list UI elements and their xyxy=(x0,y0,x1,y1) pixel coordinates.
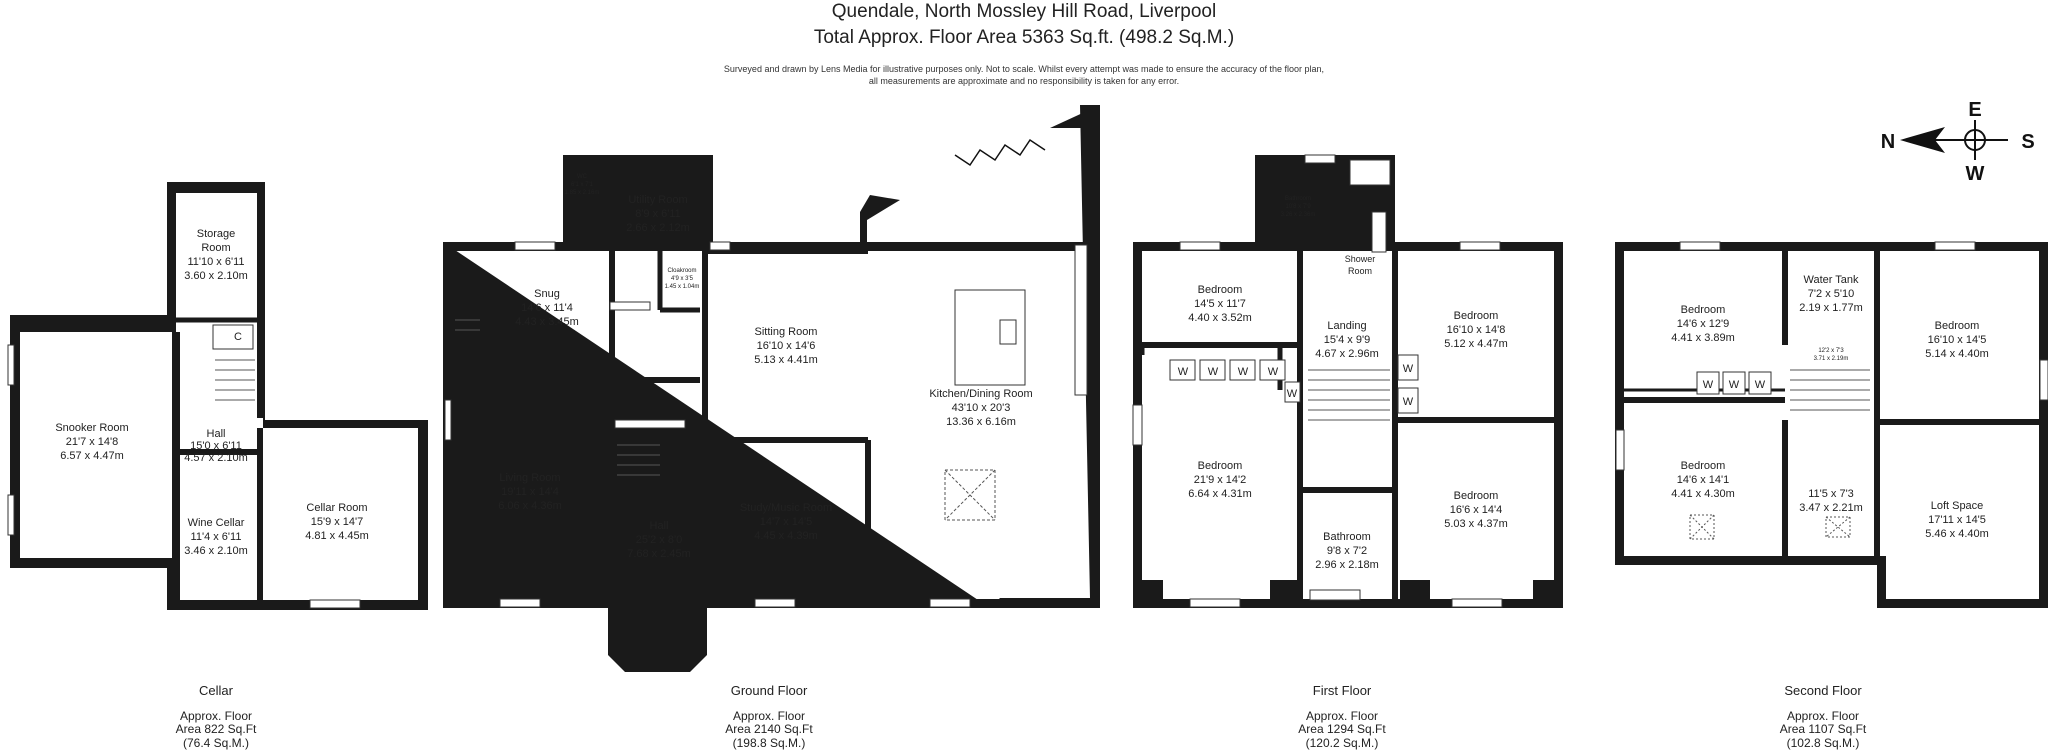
first-bedroom-2-metric: 5.12 x 4.47m xyxy=(1444,338,1508,350)
floor-captions xyxy=(176,683,1867,750)
water-tank-label: Water Tank xyxy=(1803,274,1859,286)
cellar-room-imperial: 15'9 x 14'7 xyxy=(310,516,364,528)
disclaimer-line-2: all measurements are approximate and no responsibility is taken for any error. xyxy=(868,76,1180,86)
second-floor-area-line-1: Approx. Floor xyxy=(1786,709,1860,723)
cellar-hall-metric: 4.57 x 2.10m xyxy=(184,452,248,464)
second-floor-wardrobes xyxy=(1697,372,1771,394)
kitchen-dining-metric: 13.36 x 6.16m xyxy=(946,416,1016,428)
snug-imperial: 14'6 x 11'4 xyxy=(521,302,573,314)
wardrobe-1-label: W xyxy=(1177,366,1189,378)
cupboard-label: C xyxy=(234,331,242,343)
cellar-plan xyxy=(8,182,428,610)
wine-cellar-imperial: 11'4 x 6'11 xyxy=(190,531,242,543)
second-bedroom-2-label: Bedroom xyxy=(1934,320,1980,332)
first-bedroom-4-metric: 5.03 x 4.37m xyxy=(1444,518,1508,530)
second-bedroom-1-imperial: 14'6 x 12'9 xyxy=(1676,318,1730,330)
hall-label: Hall xyxy=(649,520,669,532)
bathroom-2-metric: 2.96 x 2.18m xyxy=(1315,559,1379,571)
second-small-room-metric: 3.47 x 2.21m xyxy=(1799,502,1863,514)
cellar-title: Cellar xyxy=(199,683,233,698)
bathroom-2-imperial: 9'8 x 7'2 xyxy=(1326,545,1368,557)
first-bedroom-2-imperial: 16'10 x 14'8 xyxy=(1446,324,1506,336)
hall-imperial: 25'2 x 8'0 xyxy=(635,534,683,546)
utility-room-imperial: 8'9 x 6'11 xyxy=(635,208,681,220)
second-bedroom-3-label: Bedroom xyxy=(1680,460,1726,472)
cloakroom-metric: 1.45 x 1.04m xyxy=(664,284,700,290)
first-bedroom-4-imperial: 16'6 x 14'4 xyxy=(1449,504,1503,516)
sitting-room-label: Sitting Room xyxy=(754,326,818,338)
first-bedroom-4-label: Bedroom xyxy=(1453,490,1499,502)
utility-room-metric: 2.66 x 2.12m xyxy=(626,222,690,234)
sitting-room-imperial: 16'10 x 14'6 xyxy=(756,340,816,352)
cloakroom-imperial: 4'9 x 3'5 xyxy=(671,276,693,282)
snug-metric: 4.43 x 3.45m xyxy=(515,316,579,328)
second-floor-area-line-2: Area 1107 Sq.Ft xyxy=(1779,722,1867,736)
cellar-room-metric: 4.81 x 4.45m xyxy=(305,530,369,542)
loft-space-label: Loft Space xyxy=(1930,500,1984,512)
second-landing-imperial: 12'2 x 7'3 xyxy=(1818,348,1844,354)
bathroom-1-imperial: 10'8 x 7'9 xyxy=(1285,204,1311,210)
second-floor-plan xyxy=(1615,242,2048,608)
storage-room-label-2: Room xyxy=(201,242,231,254)
wine-cellar-label: Wine Cellar xyxy=(187,517,245,529)
shower-room-label-2: Room xyxy=(1347,266,1373,276)
water-tank-metric: 2.19 x 1.77m xyxy=(1799,302,1863,314)
second-landing-metric: 3.71 x 2.19m xyxy=(1813,356,1849,362)
first-floor-title: First Floor xyxy=(1312,683,1372,698)
landing-metric: 4.67 x 2.96m xyxy=(1315,348,1379,360)
first-floor-area-line-3: (120.2 Sq.M.) xyxy=(1305,736,1379,750)
compass-e: E xyxy=(1968,99,1982,121)
storage-room-imperial: 11'10 x 6'11 xyxy=(187,256,245,268)
loft-space-metric: 5.46 x 4.40m xyxy=(1925,528,1989,540)
wardrobe-6-label: W xyxy=(1402,363,1414,375)
first-bedroom-1-imperial: 14'5 x 11'7 xyxy=(1194,298,1246,310)
cellar-hall-imperial: 15'0 x 6'11 xyxy=(190,440,242,452)
first-bedroom-3-imperial: 21'9 x 14'2 xyxy=(1193,474,1247,486)
second-bedroom-3-imperial: 14'6 x 14'1 xyxy=(1676,474,1730,486)
hall-metric: 7.68 x 2.45m xyxy=(627,548,691,560)
kitchen-dining-imperial: 43'10 x 20'3 xyxy=(951,402,1011,414)
bathroom-2-label: Bathroom xyxy=(1323,531,1371,543)
landing-label: Landing xyxy=(1327,320,1367,332)
second-bedroom-1-metric: 4.41 x 3.89m xyxy=(1671,332,1735,344)
second-bedroom-3-metric: 4.41 x 4.30m xyxy=(1671,488,1735,500)
storage-room-label: Storage xyxy=(196,228,236,240)
ground-floor-area-line-3: (198.8 Sq.M.) xyxy=(732,736,806,750)
compass-s: S xyxy=(2021,131,2035,153)
wardrobe-3-label: W xyxy=(1237,366,1249,378)
second-floor-title: Second Floor xyxy=(1784,683,1862,698)
ground-floor-plan xyxy=(443,105,1100,672)
wardrobe-7-label: W xyxy=(1402,396,1414,408)
living-room-metric: 6.06 x 4.36m xyxy=(498,500,562,512)
wardrobe-10-label: W xyxy=(1754,379,1766,391)
disclaimer-line-1: Surveyed and drawn by Lens Media for illustrative purposes only. Not to scale. Whilst every attempt was made to ensure the accuracy of the floor plan, xyxy=(723,64,1325,74)
first-floor-area-line-2: Area 1294 Sq.Ft xyxy=(1298,722,1386,736)
cellar-area-line-2: Area 822 Sq.Ft xyxy=(175,722,257,736)
cellar-hall-label: Hall xyxy=(206,428,226,440)
second-floor-area-line-3: (102.8 Sq.M.) xyxy=(1786,736,1860,750)
bathroom-1-metric: 3.26 x 2.36m xyxy=(1280,212,1316,218)
second-bedroom-2-imperial: 16'10 x 14'5 xyxy=(1927,334,1987,346)
utility-room-label: Utility Room xyxy=(628,194,688,206)
first-bedroom-3-metric: 6.64 x 4.31m xyxy=(1188,488,1252,500)
snooker-room-label: Snooker Room xyxy=(55,422,129,434)
compass-n: N xyxy=(1880,131,1896,153)
second-bedroom-1-label: Bedroom xyxy=(1680,304,1726,316)
wardrobe-9-label: W xyxy=(1728,379,1740,391)
compass-icon xyxy=(1881,99,2035,185)
study-music-label: Study/Music Room xyxy=(739,502,833,514)
wine-cellar-metric: 3.46 x 2.10m xyxy=(184,545,248,557)
loft-space-imperial: 17'11 x 14'5 xyxy=(1928,514,1986,526)
ground-floor-title: Ground Floor xyxy=(730,683,808,698)
snug-label: Snug xyxy=(534,288,560,300)
compass-w: W xyxy=(1965,163,1985,185)
ground-floor-area-line-2: Area 2140 Sq.Ft xyxy=(725,722,813,736)
cloakroom-label: Cloakroom xyxy=(667,268,697,274)
wc-imperial: 6'1 x 7'1 xyxy=(571,182,593,188)
cellar-area-line-3: (76.4 Sq.M.) xyxy=(182,736,250,750)
shower-room-label: Shower xyxy=(1344,254,1376,264)
living-room-label: Living Room xyxy=(499,472,561,484)
wardrobe-2-label: W xyxy=(1207,366,1219,378)
living-room-imperial: 19'11 x 14'4 xyxy=(501,486,559,498)
storage-room-metric: 3.60 x 2.10m xyxy=(184,270,248,282)
kitchen-dining-label: Kitchen/Dining Room xyxy=(929,388,1033,400)
first-bedroom-3-label: Bedroom xyxy=(1197,460,1243,472)
wc-label: WC xyxy=(577,174,587,180)
second-small-room-imperial: 11'5 x 7'3 xyxy=(1808,488,1854,500)
first-bedroom-2-label: Bedroom xyxy=(1453,310,1499,322)
bathroom-1-label: Bathroom xyxy=(1284,196,1312,202)
wardrobe-8-label: W xyxy=(1702,379,1714,391)
wc-metric: 1.85 x 2.16m xyxy=(564,190,600,196)
first-floor-plan xyxy=(1133,155,1563,608)
water-tank-imperial: 7'2 x 5'10 xyxy=(1807,288,1855,300)
first-bedroom-1-label: Bedroom xyxy=(1197,284,1243,296)
cellar-area-line-1: Approx. Floor xyxy=(179,709,253,723)
cellar-room-label: Cellar Room xyxy=(306,502,368,514)
wardrobe-5-label: W xyxy=(1286,388,1298,400)
study-music-imperial: 14'7 x 14'5 xyxy=(759,516,813,528)
wardrobe-4-label: W xyxy=(1267,366,1279,378)
second-bedroom-2-metric: 5.14 x 4.40m xyxy=(1925,348,1989,360)
sitting-room-metric: 5.13 x 4.41m xyxy=(754,354,818,366)
first-bedroom-1-metric: 4.40 x 3.52m xyxy=(1188,312,1252,324)
property-address: Quendale, North Mossley Hill Road, Liverpool xyxy=(831,1,1217,22)
snooker-room-imperial: 21'7 x 14'8 xyxy=(65,436,119,448)
total-floor-area: Total Approx. Floor Area 5363 Sq.ft. (498.2 Sq.M.) xyxy=(813,27,1235,48)
first-floor-wardrobes xyxy=(1170,355,1418,413)
first-floor-area-line-1: Approx. Floor xyxy=(1305,709,1379,723)
study-music-metric: 4.45 x 4.39m xyxy=(754,530,818,542)
landing-imperial: 15'4 x 9'9 xyxy=(1323,334,1371,346)
snooker-room-metric: 6.57 x 4.47m xyxy=(60,450,124,462)
ground-floor-area-line-1: Approx. Floor xyxy=(732,709,806,723)
